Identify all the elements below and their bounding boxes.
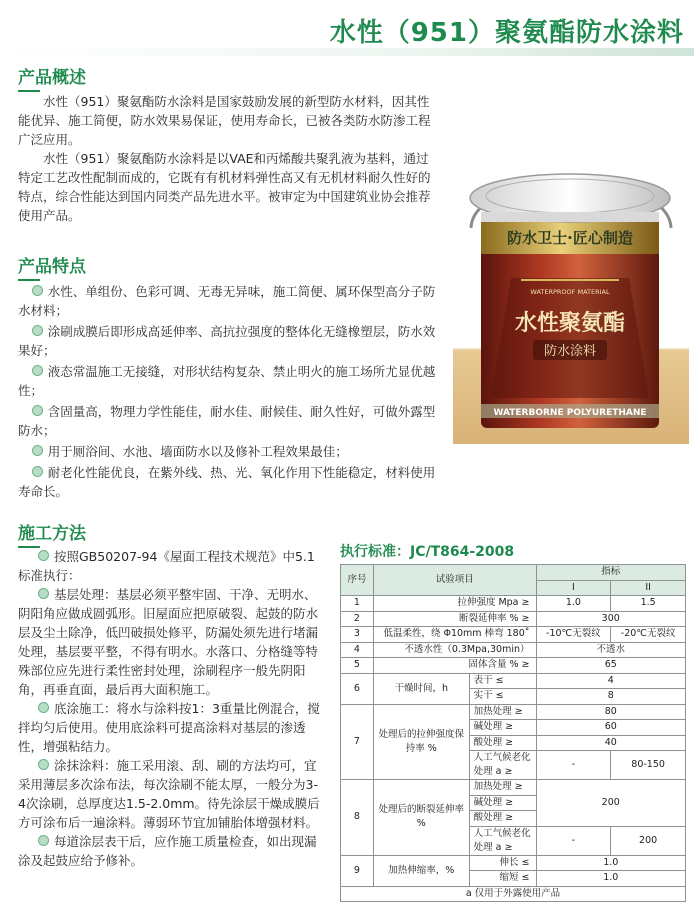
bullet-icon	[32, 405, 43, 416]
list-item: 液态常温施工无接缝，对形状结构复杂、禁止明火的施工场所尤显优越性；	[18, 364, 436, 398]
page-title: 水性（951）聚氨酯防水涂料	[329, 18, 684, 48]
bullet-icon	[32, 445, 43, 456]
table-cell: 300	[536, 611, 686, 627]
table-cell: -10℃无裂纹	[536, 627, 611, 643]
table-cell: 1.0	[536, 855, 686, 871]
table-cell: 65	[536, 658, 686, 674]
table-cell: 5	[341, 658, 374, 674]
lid-skirt	[481, 212, 659, 222]
overview-heading: 产品概述	[18, 63, 86, 88]
list-item: 涂刷成膜后即形成高延伸率、高抗拉强度的整体化无缝橡塑层，防水效果好；	[18, 324, 436, 358]
list-item: 涂抹涂料：施工采用滚、刮、刷的方法均可，宜采用薄层多次涂布法，每次涂刷不能太厚，一般分为3-4次涂刷，总厚度达1.5-2.0mm。待先涂层干燥成膜后方可涂布后一遍涂料。薄弱环节宜加铺胎体增强材料。	[18, 758, 320, 830]
table-cell: 干燥时间，h	[373, 673, 469, 704]
table-cell: 3	[341, 627, 374, 643]
list-item: 底涂施工：将水与涂料按1：3重量比例混合，搅拌均匀后使用。使用底涂料可提高涂料对基层的渗透性，增强粘结力。	[18, 701, 320, 754]
table-cell: 9	[341, 855, 374, 886]
list-item: 按照GB50207-94《屋面工程技术规范》中5.1标准执行：	[18, 549, 315, 583]
table-cell: 1.0	[536, 871, 686, 887]
bullet-icon	[38, 759, 49, 770]
table-cell: 40	[536, 735, 686, 751]
small-label-text: WATERPROOF MATERIAL	[530, 288, 610, 296]
table-cell: 固体含量 % ≥	[373, 658, 536, 674]
table-cell: 1.5	[611, 596, 686, 612]
table-row	[341, 611, 686, 627]
table-row	[341, 855, 686, 871]
table-cell: 处理后的拉伸强度保持率 %	[373, 704, 469, 780]
table-cell: II	[611, 580, 686, 596]
table-cell: 80-150	[611, 751, 686, 780]
table-cell: 加热处理 ≥	[469, 704, 536, 720]
table-cell: 1.0	[536, 596, 611, 612]
product-can-image	[453, 168, 689, 444]
table-cell: 4	[536, 673, 686, 689]
table-cell: 60	[536, 720, 686, 736]
table-cell: 拉伸强度 Mpa ≥	[373, 596, 536, 612]
table-cell: -	[536, 826, 611, 855]
table-cell: -20℃无裂纹	[611, 627, 686, 643]
table-cell: 试验项目	[373, 565, 536, 596]
table-cell: 200	[536, 780, 686, 827]
table-cell: 6	[341, 673, 374, 704]
table-cell: 酸处理 ≥	[469, 735, 536, 751]
features-heading: 产品特点	[18, 252, 86, 277]
table-cell: 指标	[536, 565, 686, 581]
list-item: 每道涂层表干后，应作施工质量检查，如出现漏涂及起鼓应给予修补。	[18, 834, 317, 868]
table-cell: 人工气候老化处理 a ≥	[469, 826, 536, 855]
table-cell: 序号	[341, 565, 374, 596]
standard-label: 执行标准：JC/T864-2008	[340, 544, 515, 560]
table-cell: 2	[341, 611, 374, 627]
table-cell: 伸长 ≤	[469, 855, 536, 871]
spec-table	[340, 564, 686, 902]
bullet-icon	[32, 285, 43, 296]
title-rule	[0, 48, 694, 56]
table-cell: 加热处理 ≥	[469, 780, 536, 796]
table-cell: 7	[341, 704, 374, 780]
product-sub-text: 防水涂料	[543, 344, 597, 359]
table-cell: 8	[536, 689, 686, 705]
method-heading: 施工方法	[18, 519, 86, 544]
list-item: 耐老化性能优良，在紫外线、热、光、氧化作用下性能稳定，材料使用寿命长。	[18, 465, 436, 499]
english-name-text: WATERBORNE POLYURETHANE	[493, 408, 647, 418]
table-note: a 仅用于外露使用产品	[341, 886, 686, 902]
bullet-icon	[32, 365, 43, 376]
emblem-shape	[491, 278, 649, 398]
list-item: 用于厕浴间、水池、墙面防水以及修补工程效果最佳；	[18, 442, 436, 461]
table-cell: 表干 ≤	[469, 673, 536, 689]
bullet-icon	[38, 588, 49, 599]
bullet-icon	[38, 835, 49, 846]
bullet-icon	[32, 325, 43, 336]
table-row	[341, 627, 686, 643]
bullet-icon	[38, 550, 49, 561]
table-cell: 处理后的断裂延伸率 %	[373, 780, 469, 856]
table-cell: 4	[341, 642, 374, 658]
table-cell: 碱处理 ≥	[469, 795, 536, 811]
band-text: 防水卫士·匠心制造	[507, 229, 633, 247]
table-row	[341, 780, 686, 796]
table-cell: 加热伸缩率，%	[373, 855, 469, 886]
table-cell: 80	[536, 704, 686, 720]
list-item: 水性、单组份、色彩可调、无毒无异味，施工简便、属环保型高分子防水材料；	[18, 284, 436, 318]
table-cell: 低温柔性，绕 Φ10mm 棒弯 180˚	[373, 627, 536, 643]
table-cell: I	[536, 580, 611, 596]
table-cell: 酸处理 ≥	[469, 811, 536, 827]
bullet-icon	[32, 466, 43, 477]
product-name-text: 水性聚氨酯	[514, 311, 626, 336]
table-row	[341, 596, 686, 612]
table-cell: 实干 ≤	[469, 689, 536, 705]
table-cell: 8	[341, 780, 374, 856]
table-row	[341, 565, 686, 581]
table-cell: 缩短 ≤	[469, 871, 536, 887]
list-item: 基层处理：基层必须平整牢固、干净、无明水、阴阳角应做成圆弧形。旧屋面应把原破裂、起鼓的防水层及尘土除净，低凹破损处修平，防漏处须先进行堵漏处理，基层要平整，不得有明水。水落口、分格缝等特殊部位应先进行柔性密封处理，涂刷程序一般先阴阳角，再垂直面，最后再大面积施工。	[18, 587, 319, 697]
method-list	[18, 547, 324, 870]
overview-text	[18, 92, 436, 225]
table-row	[341, 658, 686, 674]
table-cell: 断裂延伸率 % ≥	[373, 611, 536, 627]
table-cell: 200	[611, 826, 686, 855]
features-list	[18, 282, 436, 503]
bullet-icon	[38, 702, 49, 713]
table-cell: 不透水	[536, 642, 686, 658]
table-cell: -	[536, 751, 611, 780]
overview-paragraph: 水性（951）聚氨酯防水涂料是国家鼓励发展的新型防水材料，因其性能优异、施工简便，防水效果易保证，使用寿命长，已被各类防水防渗工程广泛应用。	[18, 94, 431, 147]
table-cell: 1	[341, 596, 374, 612]
list-item: 含固量高，物理力学性能佳，耐水佳、耐候佳、耐久性好，可做外露型防水；	[18, 404, 436, 438]
table-cell: 人工气候老化处理 a ≥	[469, 751, 536, 780]
overview-paragraph: 水性（951）聚氨酯防水涂料是以VAE和丙烯酸共聚乳液为基料，通过特定工艺改性配制而成的，它既有有机材料弹性高又有无机材料耐久性好的特点，综合性能达到国内同类产品先进水平。被审定为中国建筑业协会推荐使用产品。	[18, 151, 431, 223]
table-row	[341, 704, 686, 720]
table-cell: 碱处理 ≥	[469, 720, 536, 736]
table-row	[341, 642, 686, 658]
table-row	[341, 673, 686, 689]
table-cell: 不透水性（0.3Mpa,30min）	[373, 642, 536, 658]
